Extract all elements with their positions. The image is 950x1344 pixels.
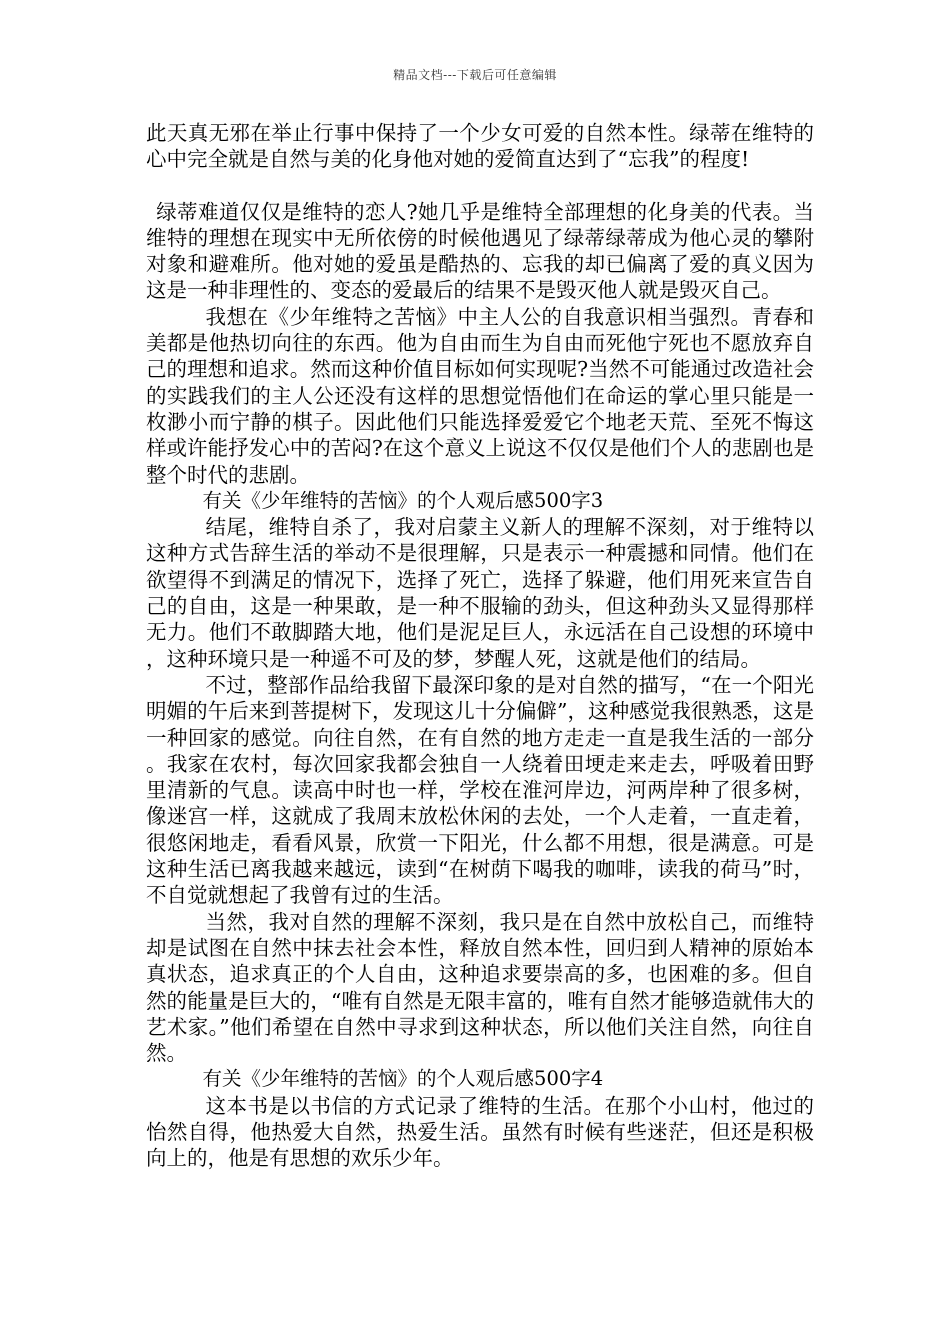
paragraph-5: 不过，整部作品给我留下最深印象的是对自然的描写，“在一个阳光明媚的午后来到菩提树下，发现这儿十分偏僻”，这种感觉我很熟悉，这是一种回家的感觉。向往自然，在有自然的地方走走一直是我生活的一部分。我家在农村，每次回家我都会独自一人绕着田埂走来走去，呼吸着田野里清新的气息。读高中时也一样，学校在淮河岸边，河两岸种了很多树，像迷宫一样，这就成了我周末放松休闲的去处，一个人走着，一直走着，很悠闲地走，看看风景，欣赏一下阳光，什么都不用想，很是满意。可是这种生活已离我越来越远，读到“在树荫下喝我的咖啡，读我的荷马”时，不自觉就想起了我曾有过的生活。 [146, 672, 814, 908]
page-header: 精品文档---下载后可任意编辑 [393, 68, 557, 82]
section-heading-4: 有关《少年维特的苦恼》的个人观后感500字4 [202, 1067, 604, 1091]
paragraph-7: 这本书是以书信的方式记录了维特的生活。在那个小山村，他过的怡然自得，他热爱大自然，热爱生活。虽然有时候有些迷茫，但还是积极向上的，他是有思想的欢乐少年。 [146, 1093, 814, 1171]
section-heading-3: 有关《少年维特的苦恼》的个人观后感500字3 [202, 488, 604, 512]
paragraph-4: 结尾，维特自杀了，我对启蒙主义新人的理解不深刻，对于维特以这种方式告辞生活的举动不是很理解，只是表示一种震撼和同情。他们在欲望得不到满足的情况下，选择了死亡，选择了躲避，他们用死来宣告自己的自由，这是一种果敢，是一种不服输的劲头，但这种劲头又显得那样无力。他们不敢脚踏大地，他们是泥足巨人，永远活在自己设想的环境中，这种环境只是一种遥不可及的梦，梦醒人死，这就是他们的结局。 [146, 515, 814, 671]
paragraph-3: 我想在《少年维特之苦恼》中主人公的自我意识相当强烈。青春和美都是他热切向往的东西。他为自由而生为自由而死他宁死也不愿放弃自己的理想和追求。然而这种价值目标如何实现呢?当然不可能通过改造社会的实践我们的主人公还没有这样的思想觉悟他们在命运的掌心里只能是一枚渺小而宁静的棋子。因此他们只能选择爱爱它个地老天荒、至死不悔这样或许能抒发心中的苦闷?在这个意义上说这不仅仅是他们个人的悲剧也是整个时代的悲剧。 [146, 304, 814, 487]
paragraph-6: 当然，我对自然的理解不深刻，我只是在自然中放松自己，而维特却是试图在自然中抹去社会本性，释放自然本性，回归到人精神的原始本真状态，追求真正的个人自由，这种追求要崇高的多，也困难的多。但自然的能量是巨大的，“唯有自然是无限丰富的，唯有自然才能够造就伟大的艺术家。”他们希望在自然中寻求到这种状态，所以他们关注自然，向往自然。 [146, 909, 814, 1066]
paragraph-2: 绿蒂难道仅仅是维特的恋人?她几乎是维特全部理想的化身美的代表。当维特的理想在现实中无所依傍的时候他遇见了绿蒂绿蒂成为他心灵的攀附对象和避难所。他对她的爱虽是酷热的、忘我的却已偏离了爱的真义因为这是一种非理性的、变态的爱最后的结果不是毁灭他人就是毁灭自己。 [146, 199, 814, 303]
document-body [146, 120, 814, 1172]
paragraph-1: 此天真无邪在举止行事中保持了一个少女可爱的自然本性。绿蒂在维特的心中完全就是自然与美的化身他对她的爱简直达到了“忘我”的程度! [146, 121, 814, 172]
